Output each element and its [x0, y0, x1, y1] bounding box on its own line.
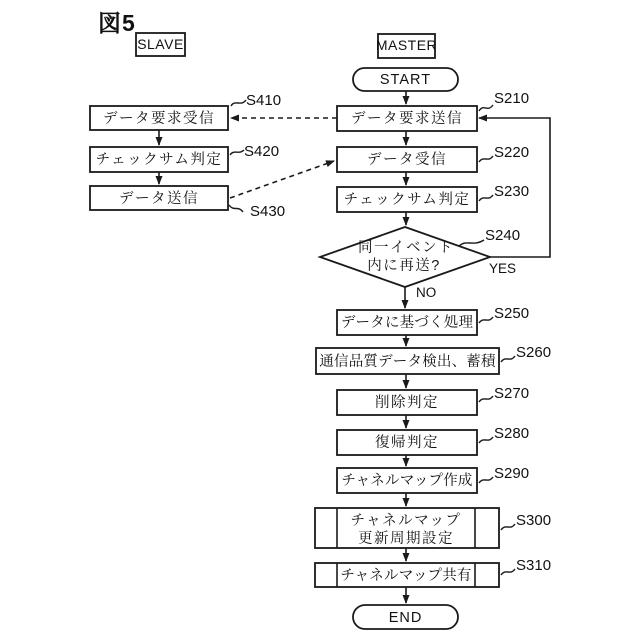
process-label-s260: 通信品質データ検出、蓄積 [319, 354, 496, 370]
reference-connector-s290 [479, 477, 493, 483]
process-label-s430: データ送信 [119, 191, 199, 207]
slave-steps [90, 106, 228, 210]
step-id-s220: S220 [494, 144, 530, 161]
step-id-s310: S310 [516, 557, 552, 574]
step-id-s230: S230 [494, 183, 530, 200]
step-id-s430: S430 [250, 203, 286, 220]
step-id-s270: S270 [494, 385, 530, 402]
step-id-s420: S420 [244, 143, 280, 160]
process-label-s250: データに基づく処理 [340, 315, 474, 331]
reference-connector-s410 [231, 100, 246, 106]
dashed-arrow-slave-to-master [230, 161, 334, 198]
step-id-s250: S250 [494, 305, 530, 322]
step-id-s210: S210 [494, 90, 530, 107]
process-label-s220: データ受信 [367, 152, 447, 168]
process-label-s230: チェックサム判定 [343, 192, 471, 208]
figure-caption: 図5 [98, 10, 136, 36]
decision-label-line1-s240: 同一イベント [358, 240, 454, 256]
no-branch-label: NO [416, 285, 437, 300]
start-terminal [353, 68, 458, 91]
reference-connector-s230 [479, 195, 493, 201]
step-id-s300: S300 [516, 512, 552, 529]
reference-connector-s210 [479, 105, 493, 111]
reference-connector-s420 [230, 150, 244, 155]
lane-headers [136, 33, 437, 58]
step-id-s280: S280 [494, 425, 530, 442]
reference-connector-s280 [479, 437, 493, 443]
step-id-s240: S240 [485, 227, 521, 244]
master-steps [315, 106, 499, 587]
yes-branch-label: YES [489, 261, 517, 276]
reference-connector-s240 [459, 240, 484, 246]
reference-connector-s260 [501, 356, 515, 362]
decision-diamond-s240 [320, 227, 490, 287]
reference-connector-s430 [229, 205, 243, 212]
subroutine-label-line1-s300: チャネルマップ [350, 513, 462, 529]
reference-connector-s270 [479, 396, 493, 402]
reference-connector-s300 [501, 524, 515, 530]
start-label: START [379, 72, 432, 88]
process-label-s290: チャネルマップ作成 [341, 473, 473, 489]
decision-label-line2-s240: 内に再送? [367, 258, 441, 274]
master-lane-label: MASTER [375, 37, 438, 53]
end-label: END [388, 610, 423, 626]
slave-lane-label: SLAVE [137, 36, 184, 52]
reference-connector-s220 [479, 156, 493, 162]
process-label-s210: データ要求送信 [351, 111, 463, 127]
process-label-s420: チェックサム判定 [95, 152, 223, 168]
process-label-s280: 復帰判定 [375, 435, 439, 451]
reference-connector-s310 [501, 569, 515, 575]
step-id-s290: S290 [494, 465, 530, 482]
step-id-s260: S260 [516, 344, 552, 361]
process-label-s270: 削除判定 [375, 395, 439, 411]
process-label-s410: データ要求受信 [103, 111, 215, 127]
subroutine-label-s310: チャネルマップ共有 [340, 568, 472, 584]
subroutine-label-line2-s300: 更新周期設定 [358, 531, 454, 547]
reference-connector-s250 [479, 317, 493, 323]
end-terminal [353, 605, 458, 629]
step-id-s410: S410 [246, 92, 282, 109]
